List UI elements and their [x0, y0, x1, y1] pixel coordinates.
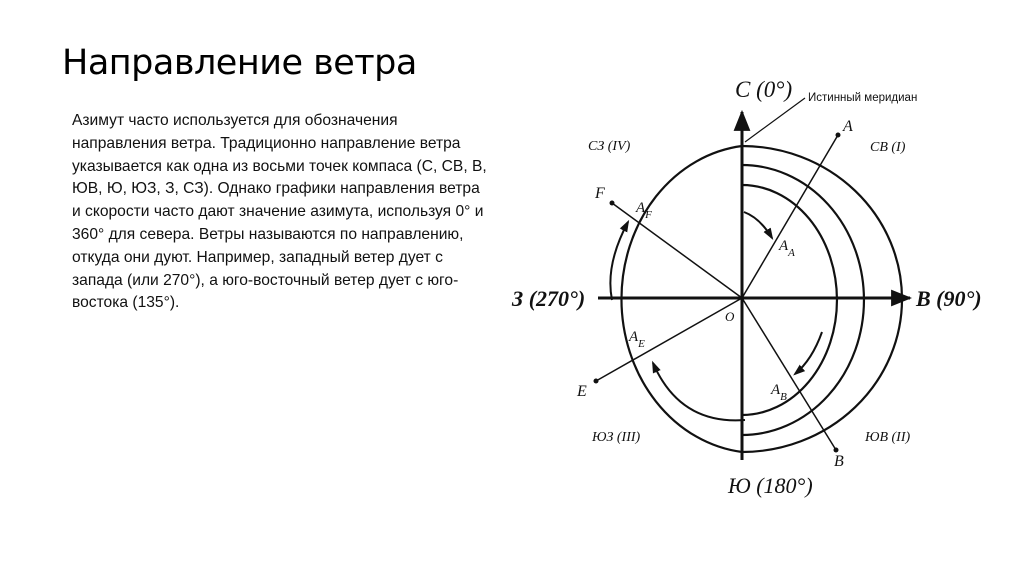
quadrant-se: ЮВ (II) [865, 430, 911, 445]
line-b [742, 298, 836, 450]
meridian-leader [745, 98, 805, 142]
azimuth-arc-e [653, 363, 745, 420]
slide-paragraph: Азимут часто используется для обозначения направления ветра. Традиционно направление ветра указывается как одна из восьми точек компаса (С, СВ, В, ЮВ, Ю, ЮЗ, З, СЗ). Однако графики направления ветра и скорости часто дают значение азимута, используя 0° и 360° для севера. Ветры называются по направлению, откуда они дуют. Например, западный ветер дует с запада (или 270°), а юго-восточный ветер дует с юго-востока (135°). [72, 112, 487, 312]
azimuth-label-e: $A_E$ [629, 329, 645, 350]
middle-arc-east [742, 165, 864, 435]
point-e-dot [594, 379, 599, 384]
point-b-label: B [834, 453, 844, 470]
point-e-label: E [577, 383, 587, 400]
azimuth-label-f: $A_F$ [636, 200, 652, 221]
azimuth-label-a: $A_A$ [779, 238, 795, 259]
compass-azimuth-diagram [500, 55, 1020, 570]
azimuth-arc-a [744, 212, 772, 238]
point-f-dot [610, 201, 615, 206]
point-a-dot [836, 133, 841, 138]
label-origin: O [725, 309, 735, 324]
label-true-meridian: Истинный меридиан [808, 92, 918, 104]
label-east: В (90°) [916, 286, 982, 311]
label-north: С (0°) [735, 77, 793, 102]
azimuth-label-b: $A_B$ [771, 382, 787, 403]
label-west: З (270°) [512, 286, 586, 311]
point-b-dot [834, 448, 839, 453]
point-f-label: F [595, 185, 605, 202]
quadrant-sw: ЮЗ (III) [592, 430, 641, 445]
quadrant-nw: СЗ (IV) [588, 139, 631, 154]
line-f [612, 203, 742, 298]
line-e [596, 298, 742, 381]
line-a [742, 135, 838, 298]
quadrant-ne: СВ (I) [870, 140, 906, 155]
point-a-label: A [843, 118, 853, 135]
label-south: Ю (180°) [728, 473, 813, 498]
slide-title: Направление ветра [62, 43, 417, 83]
